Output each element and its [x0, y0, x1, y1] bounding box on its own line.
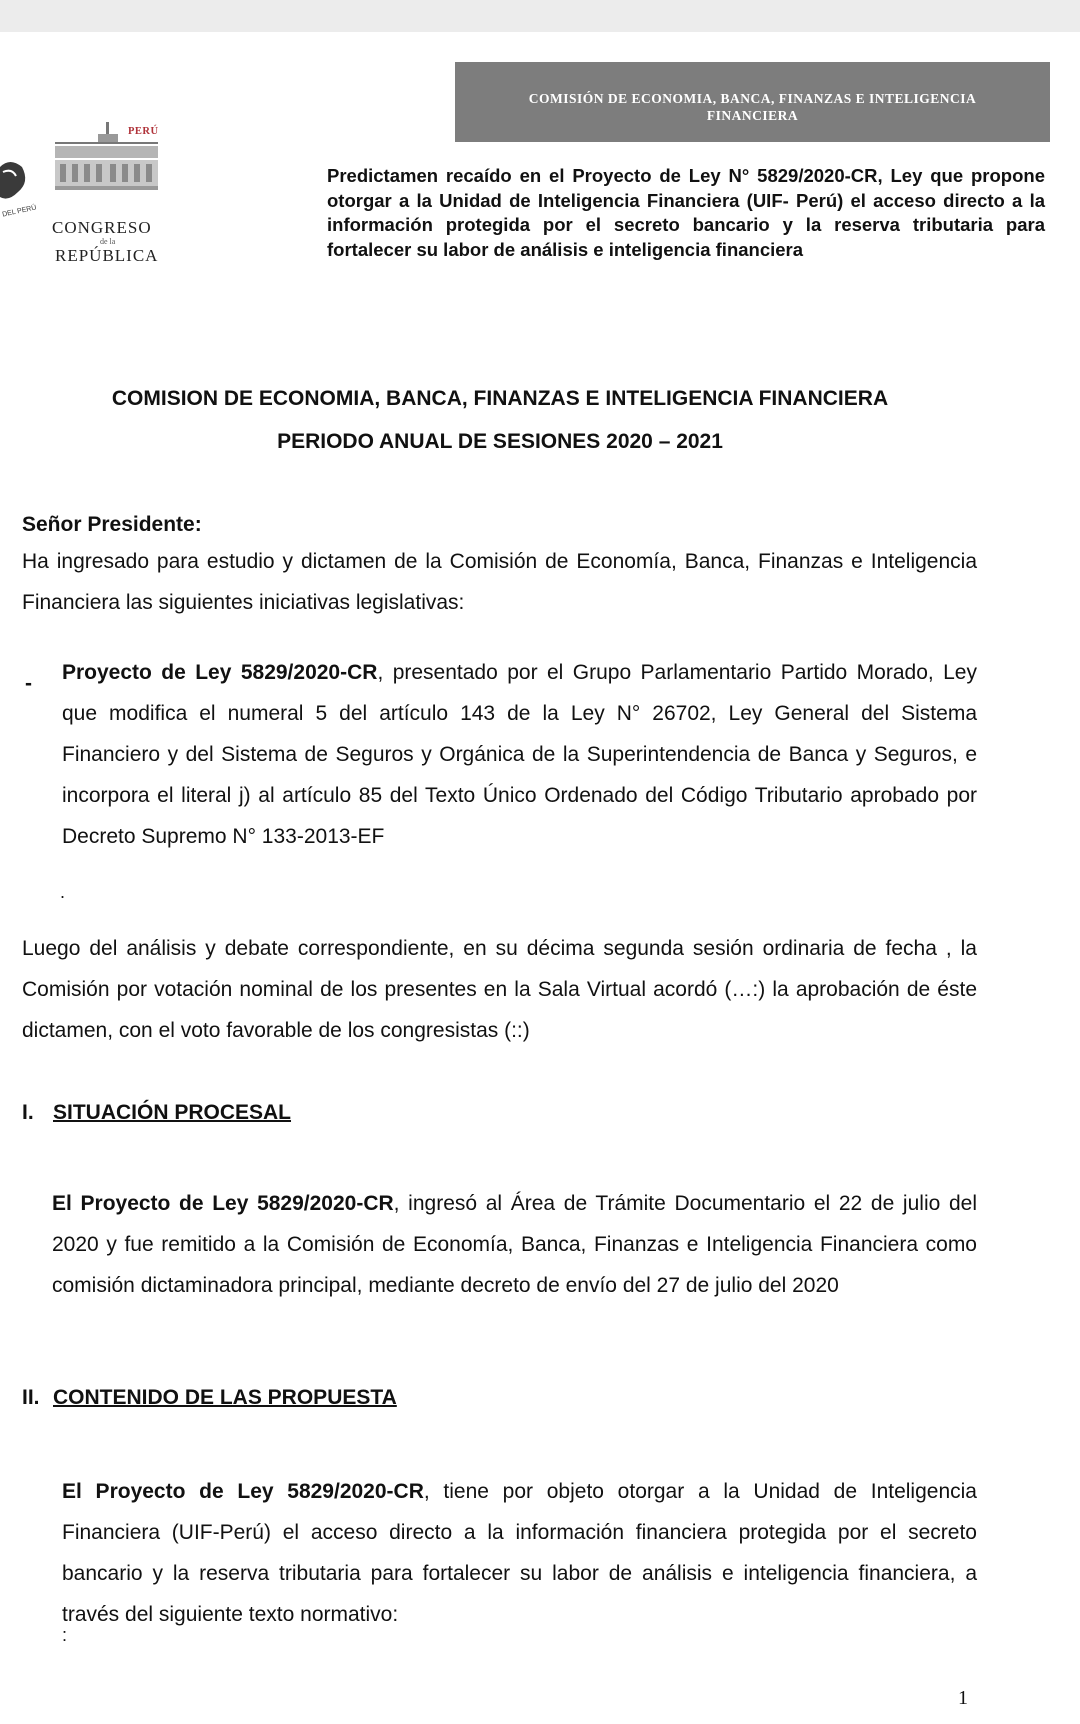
section-2-number: II.: [22, 1386, 40, 1409]
banner-line-1: COMISIÓN DE ECONOMIA, BANCA, FINANZAS E INTELIGENCIA: [528, 91, 977, 106]
section-1-number: I.: [22, 1101, 34, 1124]
congreso-logo: [0, 112, 175, 265]
trailing-colon: :: [62, 1625, 68, 1645]
section-2-text: , tiene por objeto otorgar a la Unidad de Inteligencia Financiera (UIF-Perú) el acceso directo a la información financiera protegida por el secreto bancario y la reserva tributaria para fortalecer su labor de análisis e inteligencia financiera, a través del siguiente texto normativo:: [62, 1480, 977, 1626]
stray-dot: .: [60, 882, 66, 902]
section-1-title: SITUACIÓN PROCESAL: [53, 1101, 292, 1124]
commission-header-banner: [455, 62, 1050, 142]
commission-title: COMISION DE ECONOMIA, BANCA, FINANZAS E INTELIGENCIA FINANCIERA: [111, 387, 889, 410]
section-1-text: , ingresó al Área de Trámite Documentario el 22 de julio del 2020 y fue remitido a la Comisión de Economía, Banca, Finanzas e Inteligencia Financiera como comisión dictaminadora principal, mediante decreto de envío del 27 de julio del 2020: [52, 1192, 977, 1297]
section-1-paragraph: [52, 1183, 977, 1306]
logo-republica-text: REPÚBLICA: [55, 246, 159, 265]
logo-de-la-text: de la: [100, 237, 116, 246]
bullet-text: , presentado por el Grupo Parlamentario Partido Morado, Ley que modifica el numeral 5 del artículo 143 de la Ley N° 26702, Ley General del Sistema Financiero y del Sistema de Seguros y Orgánica de la Superintendencia de Banca y Seguros, e incorpora el literal j) al artículo 85 del Texto Único Ordenado del Código Tributario aprobado por Decreto Supremo N° 133-2013-EF: [62, 661, 977, 848]
section-2-bold-text: El Proyecto de Ley 5829/2020-CR: [62, 1480, 424, 1503]
logo-del-peru-text: DEL PERÚ: [1, 204, 38, 219]
intro-paragraph: Ha ingresado para estudio y dictamen de la Comisión de Economía, Banca, Finanzas e Inteligencia Financiera las siguientes iniciativas legislativas:: [22, 550, 977, 614]
document-page: [0, 32, 1080, 1724]
predictamen-title: Predictamen recaído en el Proyecto de Ley N° 5829/2020-CR, Ley que propone otorgar a la Unidad de Inteligencia Financiera (UIF- Perú) el acceso directo a la información protegida por el secreto bancario y la reserva tributaria para fortalecer su labor de análisis e inteligencia financiera: [327, 165, 1045, 260]
section-1-bold-text: El Proyecto de Ley 5829/2020-CR: [52, 1192, 394, 1215]
bullet-bold-text: Proyecto de Ley 5829/2020-CR: [62, 661, 378, 684]
bullet-dash: -: [25, 672, 32, 695]
banner-line-2: FINANCIERA: [706, 108, 799, 123]
page-number: 1: [958, 1687, 968, 1709]
section-1-heading: [22, 1101, 291, 1125]
section-2-title: CONTENIDO DE LAS PROPUESTA: [53, 1386, 397, 1409]
salutation: Señor Presidente:: [22, 513, 202, 536]
section-2-heading: [22, 1386, 397, 1410]
period-title: PERIODO ANUAL DE SESIONES 2020 – 2021: [277, 430, 723, 453]
logo-peru-text: PERÚ: [128, 126, 159, 137]
bullet-paragraph: [62, 652, 977, 857]
logo-congreso-text: CONGRESO: [52, 218, 152, 237]
luego-paragraph: Luego del análisis y debate correspondiente, en su décima segunda sesión ordinaria de fecha , la Comisión por votación nominal de los presentes en la Sala Virtual acordó (…:) la aprobación de éste dictamen, con el voto favorable de los congresistas (::): [22, 937, 977, 1042]
section-2-paragraph: [62, 1471, 977, 1635]
